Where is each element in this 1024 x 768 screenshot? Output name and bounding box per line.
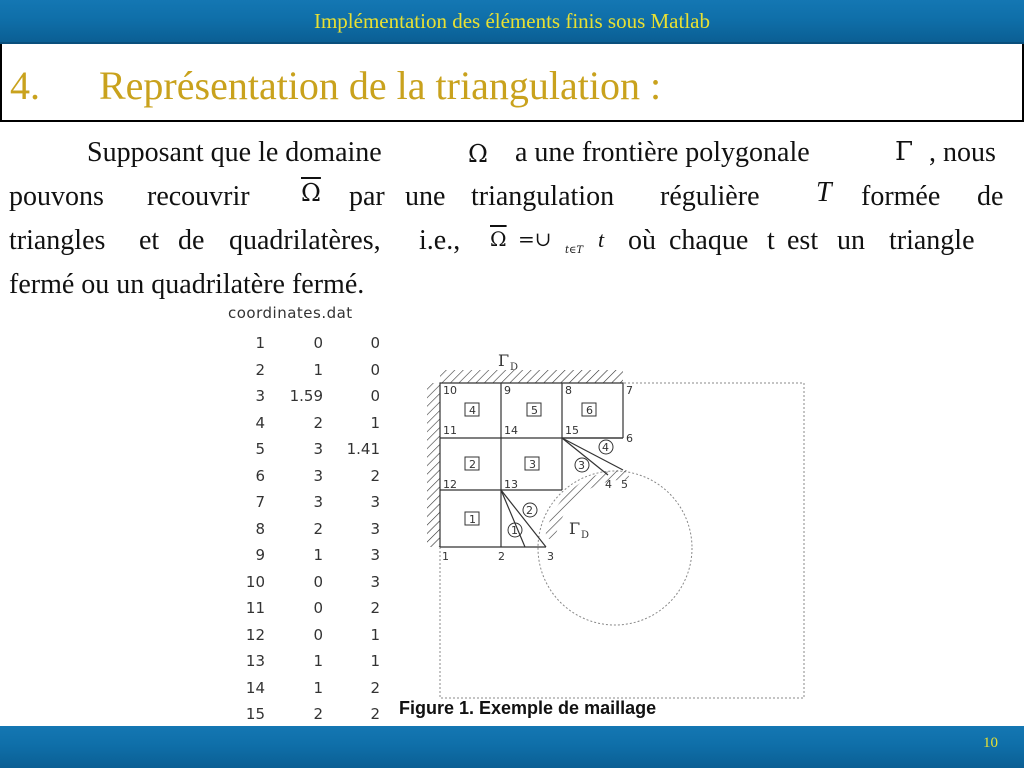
word: triangle: [889, 225, 975, 256]
gamma-d-bottom-sub: D: [581, 530, 590, 541]
coordinate-cell: 1: [370, 413, 380, 432]
coordinate-cell: 0: [370, 360, 380, 379]
word: triangles: [9, 225, 106, 256]
coordinate-cell: 3: [313, 466, 323, 485]
word: est: [787, 225, 819, 256]
header-text: Implémentation des éléments finis sous Matlab: [313, 9, 710, 33]
word: où: [628, 225, 656, 256]
word: quadrilatères,: [229, 225, 381, 256]
coordinate-cell: 10: [245, 572, 265, 591]
node-label: 2: [498, 550, 505, 563]
word: et: [139, 225, 160, 256]
section-number: 4.: [10, 63, 40, 108]
coordinate-cell: 3: [313, 493, 323, 511]
word: de: [977, 181, 1004, 212]
word: t: [767, 225, 775, 256]
gamma-d-top: Γ: [498, 351, 510, 370]
coordinate-cell: 15: [245, 705, 265, 723]
coordinate-cell: 3: [370, 572, 380, 591]
coordinate-cell: 1.41: [346, 440, 380, 458]
element-label: 1: [511, 524, 518, 537]
word: pouvons: [9, 181, 104, 212]
node-label: 15: [565, 424, 579, 437]
figure-caption: Figure 1. Exemple de maillage: [399, 698, 657, 718]
omega-bar-symbol: $\overline{\Omega}$: [301, 179, 321, 207]
mesh-figure: [415, 350, 815, 700]
hatch-top: [440, 370, 623, 383]
coordinate-cell: 2: [370, 599, 380, 617]
t-symbol: T: [816, 177, 832, 208]
node-label: 9: [504, 384, 511, 397]
gamma-d-bottom: Γ: [569, 519, 581, 538]
coordinate-cell: 1: [370, 625, 380, 644]
element-label: 4: [469, 404, 476, 417]
coordinate-cell: 0: [313, 572, 323, 591]
node-label: 14: [504, 424, 518, 437]
word: recouvrir: [147, 181, 250, 212]
coordinate-cell: 13: [245, 652, 265, 670]
coordinate-cell: 0: [313, 625, 323, 644]
element-label: 2: [526, 504, 533, 517]
omega-symbol: Ω: [468, 140, 488, 168]
coordinate-cell: 2: [313, 519, 323, 538]
formula-union: =∪: [518, 227, 552, 251]
word: formée: [861, 181, 941, 212]
coordinate-cell: 3: [313, 440, 323, 458]
coordinates-caption: coordinates.dat: [228, 304, 353, 322]
formula-omega-bar: $\overline{\Omega}$: [490, 227, 507, 251]
formula-subscript: t∈T: [565, 245, 584, 256]
text-frontiere: a une frontière polygonale: [515, 137, 810, 168]
header-bar: [0, 0, 1024, 44]
coordinate-cell: 2: [313, 705, 323, 723]
word: une: [405, 181, 446, 212]
word: par: [349, 181, 385, 212]
coordinate-cell: 12: [245, 625, 265, 644]
coordinate-cell: 4: [255, 413, 265, 432]
node-label: 3: [547, 550, 554, 563]
node-label: 7: [626, 384, 633, 397]
coordinate-cell: 0: [313, 334, 323, 352]
coordinate-cell: 2: [370, 705, 380, 723]
coordinate-cell: 1: [313, 546, 323, 564]
domain-box: [440, 383, 804, 698]
coordinate-cell: 0: [313, 599, 323, 617]
node-label: 8: [565, 384, 572, 397]
node-label: 11: [443, 424, 457, 437]
gamma-d-top-sub: D: [510, 362, 519, 373]
hatch-left: [427, 383, 440, 547]
word: de: [178, 225, 205, 256]
coordinate-cell: 1: [313, 652, 323, 670]
gamma-symbol: Γ: [895, 137, 914, 167]
coordinate-cell: 1.59: [289, 387, 323, 405]
hole-circle: [538, 471, 692, 625]
word: triangulation: [471, 181, 615, 212]
node-label: 13: [504, 478, 518, 491]
coordinate-cell: 2: [370, 678, 380, 697]
node-label: 1: [442, 550, 449, 563]
node-label: 10: [443, 384, 457, 397]
text-nous: , nous: [929, 137, 996, 168]
coordinate-cell: 1: [313, 678, 323, 697]
title-box: [0, 44, 1024, 122]
coordinate-cell: 0: [370, 334, 380, 352]
coordinate-cell: 7: [255, 493, 265, 511]
coordinate-cell: 1: [255, 334, 265, 352]
node-label: 6: [626, 432, 633, 445]
footer-bar: [0, 726, 1024, 768]
coordinate-cell: 0: [370, 387, 380, 405]
coordinate-cell: 5: [255, 440, 265, 458]
element-label: 6: [586, 404, 593, 417]
word: régulière: [660, 181, 760, 212]
section-title: Représentation de la triangulation :: [99, 63, 662, 108]
coordinate-cell: 3: [370, 519, 380, 538]
element-label: 3: [578, 459, 585, 472]
word: chaque: [669, 225, 749, 256]
coordinate-cell: 3: [370, 546, 380, 564]
coordinate-cell: 6: [255, 466, 265, 485]
coordinate-cell: 1: [370, 652, 380, 670]
node-label: 4: [605, 478, 612, 491]
coordinate-cell: 2: [370, 466, 380, 485]
word: fermé ou un quadrilatère fermé.: [9, 269, 365, 300]
element-label: 2: [469, 458, 476, 471]
element-label: 1: [469, 513, 476, 526]
coordinate-cell: 2: [313, 413, 323, 432]
element-label: 3: [529, 458, 536, 471]
coordinate-cell: 3: [370, 493, 380, 511]
word: un: [837, 225, 865, 256]
element-label: 5: [531, 404, 538, 417]
page-number: 10: [983, 735, 998, 751]
coordinate-cell: 11: [245, 599, 265, 617]
element-label: 4: [602, 441, 609, 454]
text-supposant: Supposant que le domaine: [87, 137, 382, 168]
coordinate-cell: 14: [245, 678, 265, 697]
node-label: 12: [443, 478, 457, 491]
coordinate-cell: 8: [255, 519, 265, 538]
coordinate-cell: 1: [313, 360, 323, 379]
word: i.e.,: [419, 225, 461, 256]
coordinate-cell: 9: [255, 546, 265, 564]
coordinate-cell: 2: [255, 360, 265, 379]
node-label: 5: [621, 478, 628, 491]
coordinate-cell: 3: [255, 387, 265, 405]
formula-t: t: [598, 227, 605, 252]
